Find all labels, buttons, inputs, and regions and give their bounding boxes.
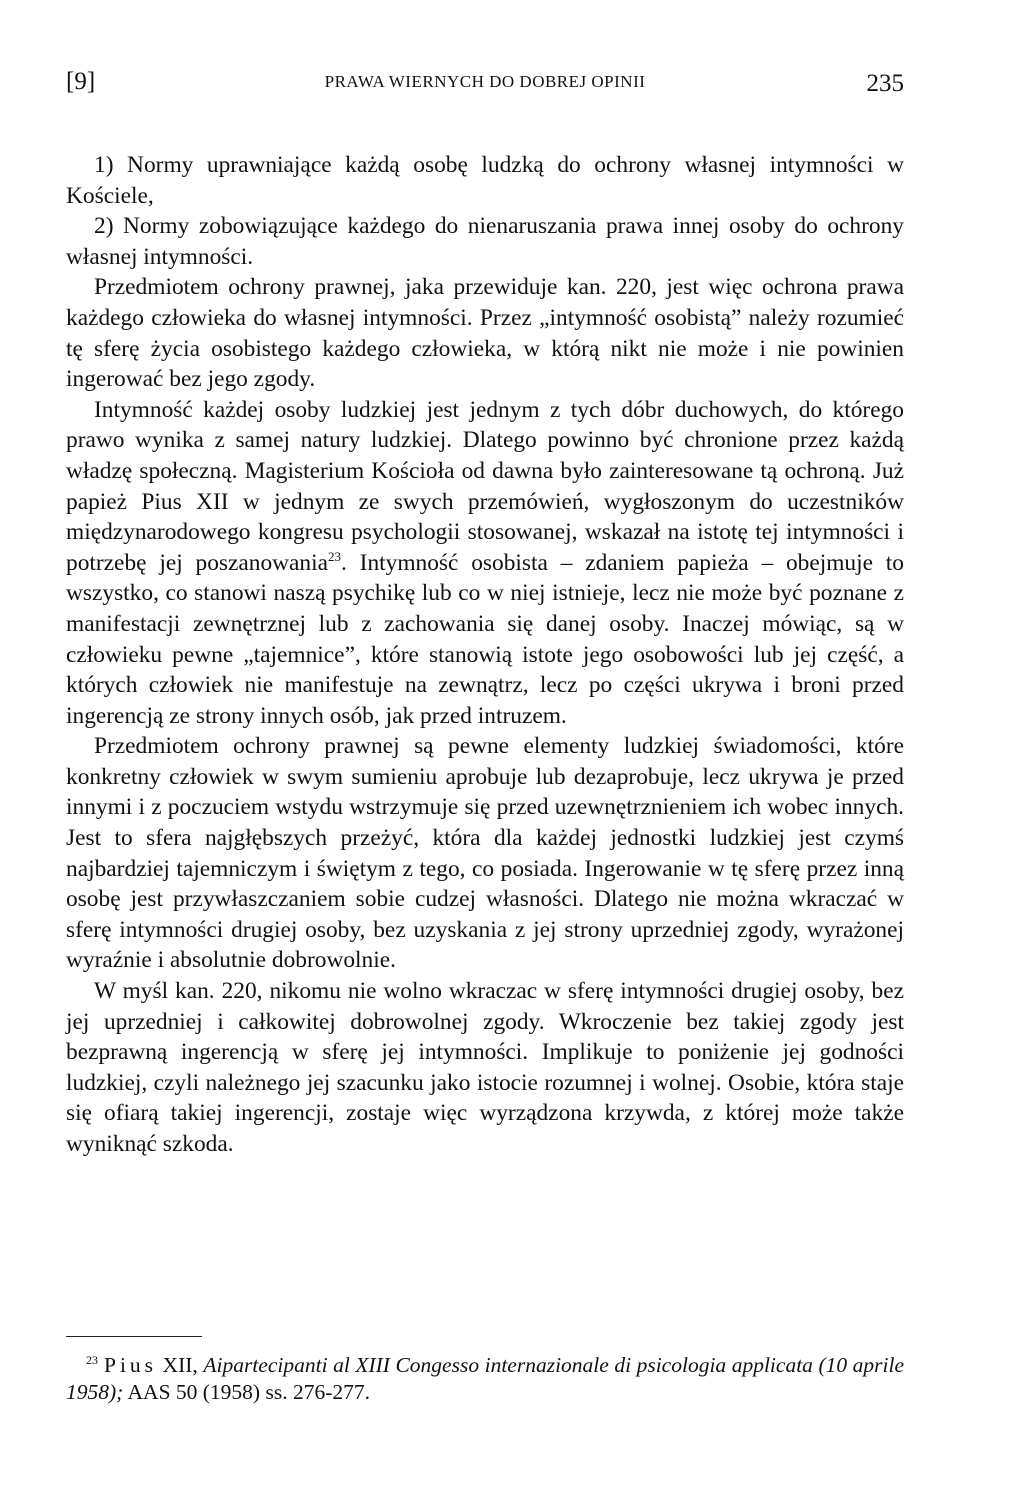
section-number: [9] bbox=[66, 68, 96, 95]
paragraph bbox=[66, 395, 904, 732]
paragraph-text: . Intymność osobista – zdaniem papieża – obejmuje to wszystko, co stanowi naszą psychikę lub co w niej istnieje, lecz nie może być poznane z manifestacji zewnętrznej lub z zachowania się danej osoby. Inaczej mówiąc, są w człowieku pewne „tajemnice”, które stanowią istote jego osobowości lub jej część, a których człowiek nie manifestuje na zewnątrz, lecz po części ukrywa i broni przed ingerencją ze strony innych osób, jak przed intruzem. bbox=[66, 549, 904, 729]
footnote-source: AAS 50 (1958) ss. 276-277. bbox=[123, 1380, 370, 1404]
paragraph: W myśl kan. 220, nikomu nie wolno wkraczac w sferę intymności drugiej osoby, bez jej uprzedniej i całkowitej dobrowolnej zgody. Wkroczenie bez takiej zgody jest bezprawną ingerencją w sferę jej intymności. Implikuje to poniżenie jej godności ludzkiej, czyli należnego jej szacunku jako istocie rozumnej i wolnej. Osobie, która staje się ofiarą takiej ingerencji, zostaje więc wyrządzona krzywda, z której może także wyniknąć szkoda. bbox=[66, 978, 904, 1157]
footnote-separator bbox=[66, 1336, 202, 1337]
page-number: 235 bbox=[866, 70, 904, 97]
body-text bbox=[66, 150, 904, 1160]
footnote-title: Aipartecipanti al XIII Congesso internazionale di psicologia applicata (10 aprile 1958); bbox=[66, 1353, 904, 1404]
footnote-author-suffix: XII, bbox=[157, 1353, 198, 1377]
footnote-author: Pius bbox=[104, 1353, 158, 1377]
list-item: 1) Normy uprawniające każdą osobę ludzką do ochrony własnej intymności w Kościele, bbox=[66, 152, 904, 209]
footnote bbox=[66, 1352, 904, 1406]
footnote-number: 23 bbox=[86, 1353, 98, 1367]
footnote-reference: 23 bbox=[328, 548, 342, 564]
paragraph-text: Intymność każdej osoby ludzkiej jest jednym z tych dóbr duchowych, do którego prawo wynika z samej natury ludzkiej. Dlatego powinno być chronione przez każdą władzę społeczną. Magisterium Kościoła od dawna było zainteresowane tą ochroną. Już papież Pius XII w jednym ze swych przemówień, wygłoszonym do uczestników międzynarodowego kongresu psychologii stosowanej, wskazał na istotę tej intymności i potrzebę jej poszanowania bbox=[66, 396, 904, 576]
running-title: PRAWA WIERNYCH DO DOBREJ OPINII bbox=[324, 72, 646, 91]
list-item: 2) Normy zobowiązujące każdego do nienaruszania prawa innej osoby do ochrony własnej intymności. bbox=[66, 213, 904, 270]
paragraph: Przedmiotem ochrony prawnej, jaka przewiduje kan. 220, jest więc ochrona prawa każdego człowieka do własnej intymności. Przez „intymność osobistą” należy rozumieć tę sferę życia osobistego każdego człowieka, w którą nikt nie może i nie powinien ingerować bez jego zgody. bbox=[66, 274, 904, 393]
paragraph: Przedmiotem ochrony prawnej są pewne elementy ludzkiej świadomości, które konkretny człowiek w swym sumieniu aprobuje lub dezaprobuje, lecz ukrywa je przed innymi i z poczuciem wstydu wstrzymuje się przed uzewnętrznieniem ich wobec innych. Jest to sfera najgłębszych przeżyć, która dla każdej jednostki ludzkiej jest czymś najbardziej tajemniczym i świętym z tego, co posiada. Ingerowanie w tę sferę przez inną osobę jest przywłaszczaniem sobie cudzej własności. Dlatego nie można wkraczać w sferę intymności drugiej osoby, bez uzyskania z jej strony uprzedniej zgody, wyrażonej wyraźnie i absolutnie dobrowolnie. bbox=[66, 733, 904, 974]
page-header bbox=[66, 68, 904, 102]
